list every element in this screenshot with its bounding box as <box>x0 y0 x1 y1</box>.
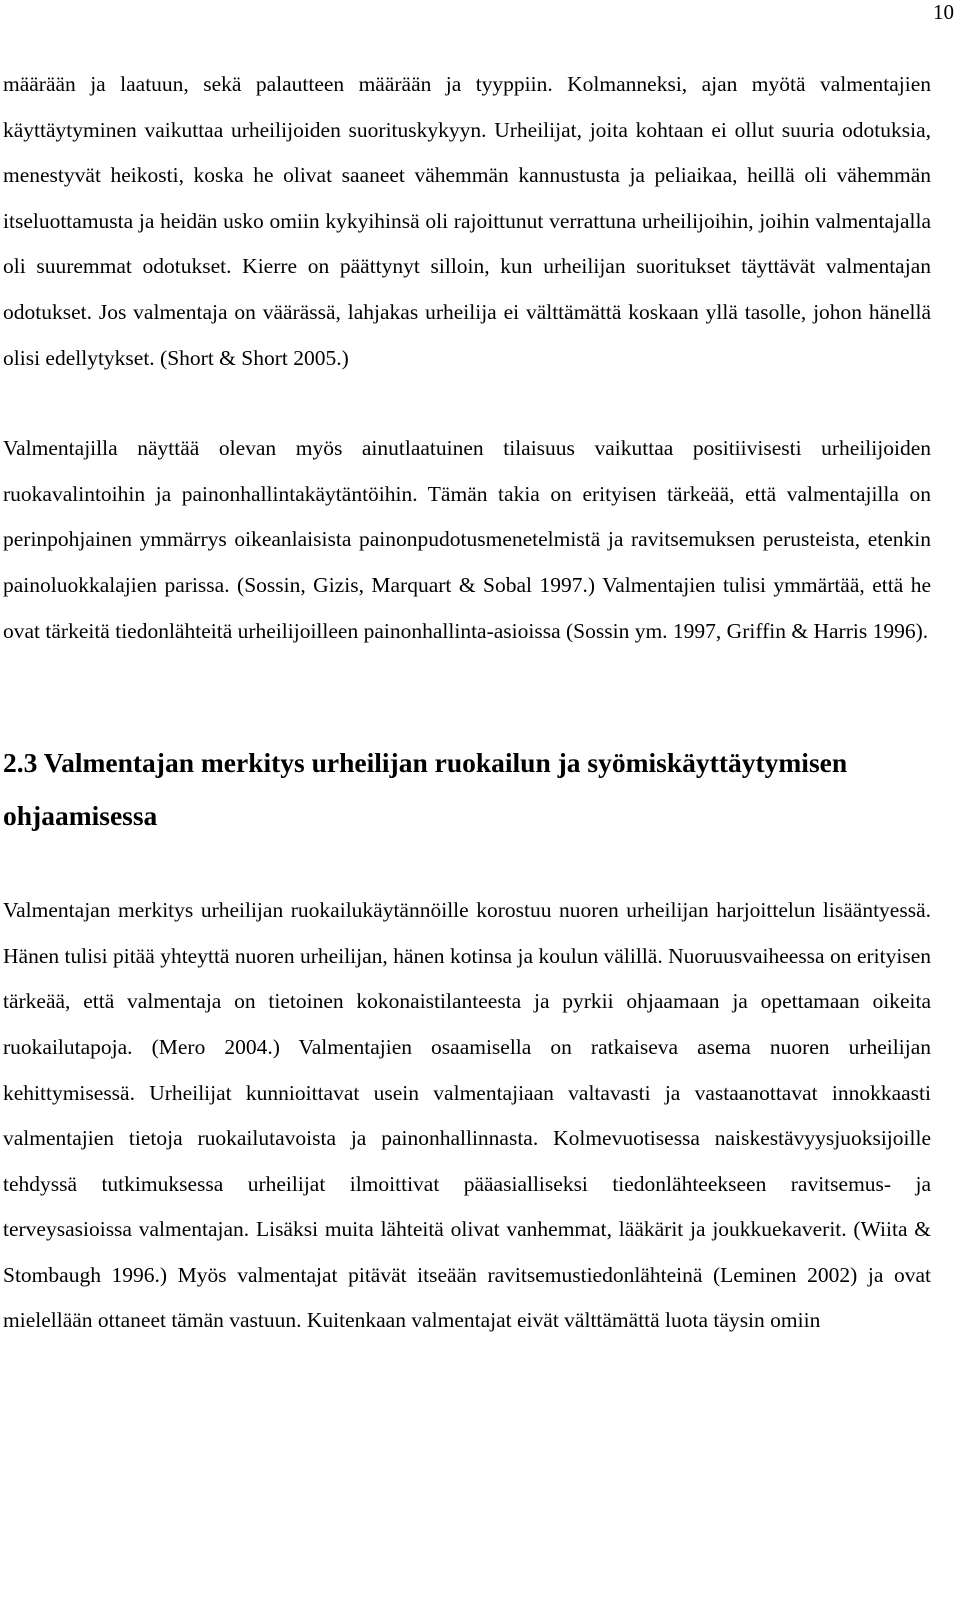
page-number: 10 <box>933 0 954 24</box>
heading-spacer <box>3 842 931 888</box>
paragraph-coach-nutrition-role: Valmentajan merkitys urheilijan ruokailukäytännöille korostuu nuoren urheilijan harjoittelun lisääntyessä. Hänen tulisi pitää yhteyttä nuoren urheilijan, hänen kotinsa ja koulun välillä. Nuoruusvaiheessa on erityisen tärkeää, että valmentaja on tietoinen kokonaistilanteesta ja pyrkii ohjaamaan ja opettamaan oikeita ruokailutapoja. (Mero 2004.) Valmentajien osaamisella on ratkaiseva asema nuoren urheilijan kehittymisessä. Urheilijat kunnioittavat usein valmentajiaan valtavasti ja vastaanottavat innokkaasti valmentajien tietoja ruokailutavoista ja painonhallinnasta. Kolmevuotisessa naiskestävyysjuoksijoille tehdyssä tutkimuksessa urheilijat ilmoittivat pääasialliseksi tiedonlähteekseen ravitsemus- ja terveysasioissa valmentajan. Lisäksi muita lähteitä olivat vanhemmat, lääkärit ja joukkuekaverit. (Wiita & Stombaugh 1996.) Myös valmentajat pitävät itseään ravitsemustiedonlähteinä (Leminen 2002) ja ovat mielellään ottaneet tämän vastuun. Kuitenkaan valmentajat eivät välttämättä luota täysin omiin <box>3 898 931 1333</box>
document-body <box>3 62 931 1344</box>
paragraph-weight-management: Valmentajilla näyttää olevan myös ainutlaatuinen tilaisuus vaikuttaa positiivisesti urheilijoiden ruokavalintoihin ja painonhallintakäytäntöihin. Tämän takia on erityisen tärkeää, että valmentajilla on perinpohjainen ymmärrys oikeanlaisista painonpudotusmenetelmistä ja ravitsemuksen perusteista, etenkin painoluokkalajien parissa. (Sossin, Gizis, Marquart & Sobal 1997.) Valmentajien tulisi ymmärtää, että he ovat tärkeitä tiedonlähteitä urheilijoilleen painonhallinta-asioissa (Sossin ym. 1997, Griffin & Harris 1996). <box>3 436 931 643</box>
paragraph-spacer <box>3 381 931 426</box>
section-spacer <box>3 654 931 736</box>
section-heading: 2.3 Valmentajan merkitys urheilijan ruokailun ja syömiskäyttäytymisen ohjaamisessa <box>3 747 848 832</box>
paragraph-coach-expectations: määrään ja laatuun, sekä palautteen määrään ja tyyppiin. Kolmanneksi, ajan myötä valmentajien käyttäytyminen vaikuttaa urheilijoiden suorituskykyyn. Urheilijat, joita kohtaan ei ollut suuria odotuksia, menestyvät heikosti, koska he olivat saaneet vähemmän kannustusta ja peliaikaa, heillä oli vähemmän itseluottamusta ja heidän usko omiin kykyihinsä oli rajoittunut verrattuna urheilijoihin, joihin valmentajalla oli suuremmat odotukset. Kierre on päättynyt silloin, kun urheilijan suoritukset täyttävät valmentajan odotukset. Jos valmentaja on väärässä, lahjakas urheilija ei välttämättä koskaan yllä tasolle, johon hänellä olisi edellytykset. (Short & Short 2005.) <box>3 72 931 370</box>
